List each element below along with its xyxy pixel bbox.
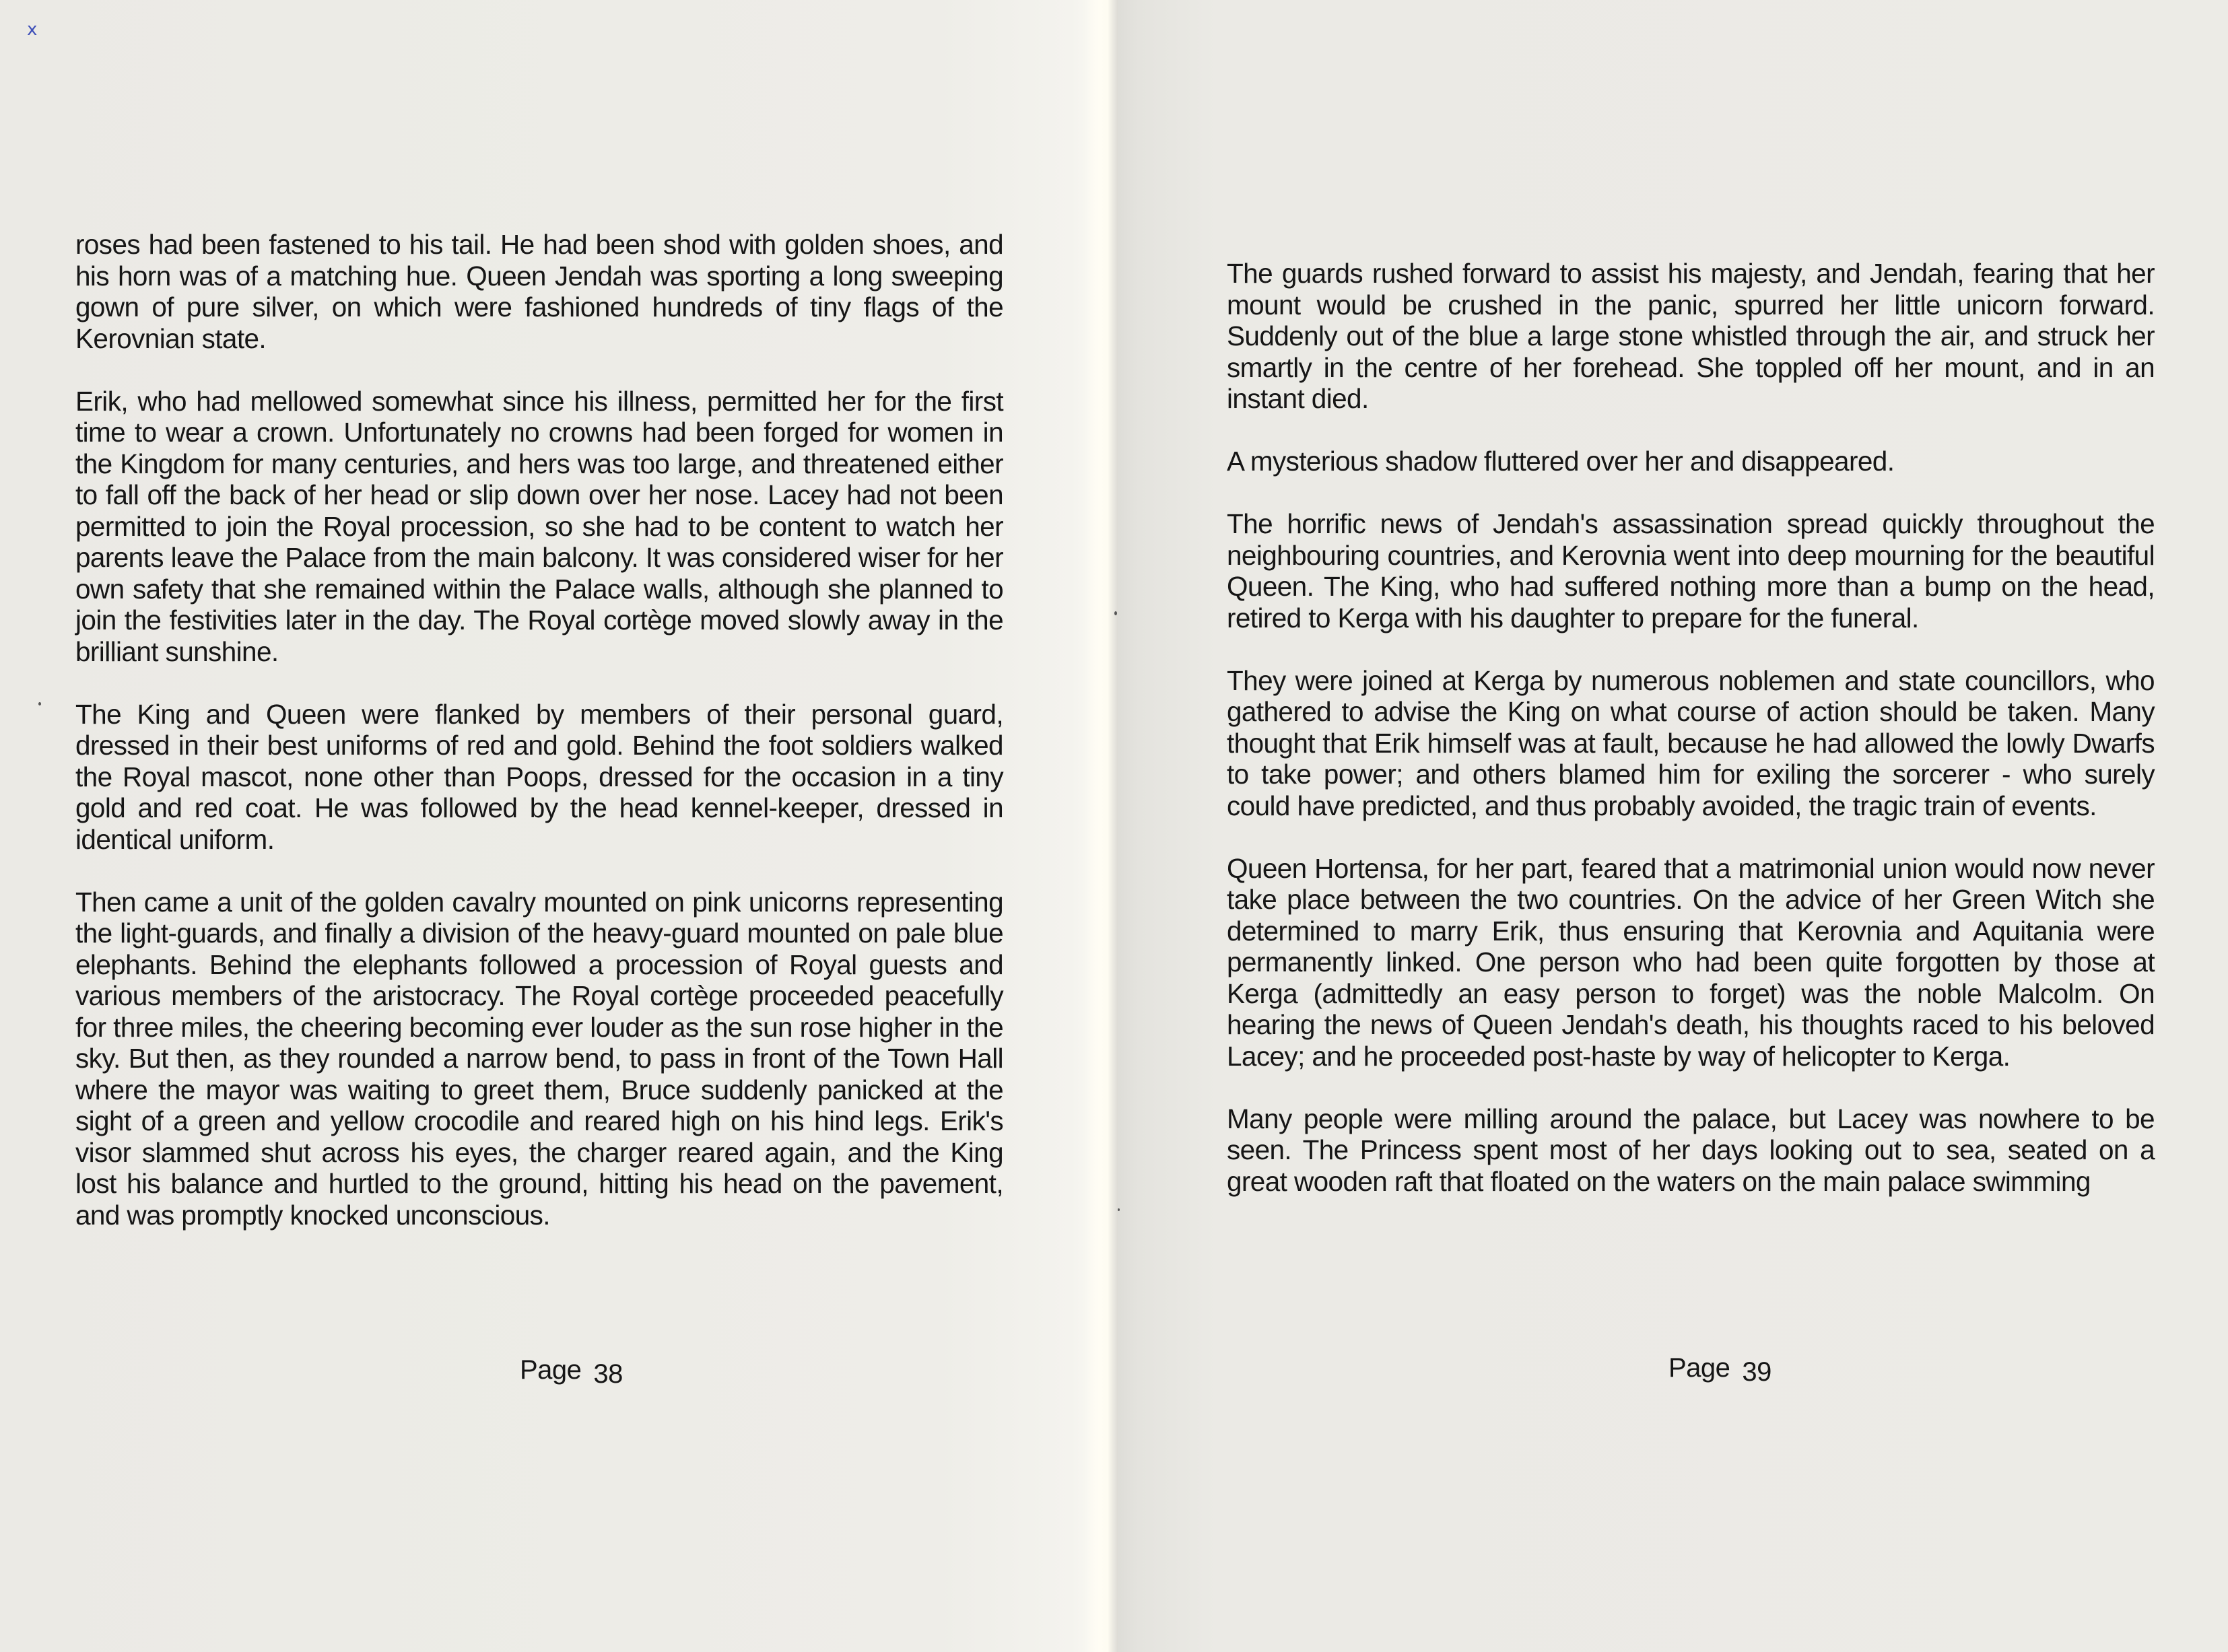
paragraph: A mysterious shadow fluttered over her and disappeared. xyxy=(1227,446,1895,477)
page-number: 39 xyxy=(1742,1357,1771,1387)
paragraph: The horrific news of Jendah's assassination spread quickly throughout the neighbouring countries, and Kerovnia went into deep mourning for the beautiful Queen. The King, who had suffered nothing more than a bump on the head, retired to Kerga with his daughter to prepare for the funeral. xyxy=(1227,508,2155,633)
left-page xyxy=(0,0,1104,1652)
pen-x-mark: x xyxy=(27,20,38,40)
paragraph: The guards rushed forward to assist his majesty, and Jendah, fearing that her mount would be crushed in the panic, spurred her little unicorn forward. Suddenly out of the blue a large stone whistled through the air, and struck her smartly in the centre of her forehead. She toppled off her mount, and in an instant died. xyxy=(1227,258,2155,414)
left-page-body xyxy=(75,229,1003,1231)
paragraph: The King and Queen were flanked by members of their personal guard, dressed in their best uniforms of red and gold. Behind the foot soldiers walked the Royal mascot, none other than Poops, dressed for the occasion in a tiny gold and red coat. He was followed by the head kennel-keeper, dressed in identical uniform. xyxy=(75,698,1003,855)
paragraph: Many people were milling around the palace, but Lacey was nowhere to be seen. The Princess spent most of her days looking out to sea, seated on a great wooden raft that floated on the waters on the main palace swimming xyxy=(1227,1103,2155,1197)
right-page-body xyxy=(1227,258,2155,1197)
page-label: Page xyxy=(520,1355,582,1385)
paragraph: roses had been fastened to his tail. He had been shod with golden shoes, and his horn was of a matching hue. Queen Jendah was sporting a long sweeping gown of pure silver, on which were fashioned hundreds of tiny flags of the Kerovnian state. xyxy=(75,229,1003,354)
page-number: 38 xyxy=(593,1359,623,1389)
paragraph: Erik, who had mellowed somewhat since his illness, permitted her for the first time to wear a crown. Unfortunately no crowns had been forged for women in the Kingdom for many centuries, and hers was too large, and threatened either to fall off the back of her head or slip down over her nose. Lacey had not been permitted to join the Royal procession, so she had to be content to watch her parents leave the Palace from the main balcony. It was considered wiser for her own safety that she remained within the Palace walls, although she planned to join the festivities later in the day. The Royal cortège moved slowly away in the brilliant sunshine. xyxy=(75,385,1003,667)
page-label: Page xyxy=(1668,1353,1730,1383)
paper-speck xyxy=(1118,1208,1120,1211)
right-page xyxy=(1104,0,2228,1652)
paragraph: They were joined at Kerga by numerous noblemen and state councillors, who gathered to advise the King on what course of action should be taken. Many thought that Erik himself was at fault, because he had allowed the lowly Dwarfs to take power; and others blamed him for exiling the sorcerer - who surely could have predicted, and thus probably avoided, the tragic train of events. xyxy=(1227,664,2155,821)
paper-speck xyxy=(1114,611,1117,615)
page-number-left xyxy=(520,1355,623,1389)
paper-speck xyxy=(38,702,41,705)
paragraph: Queen Hortensa, for her part, feared that a matrimonial union would now never take place between the two countries. On the advice of her Green Witch she determined to marry Erik, thus ensuring that Kerovnia and Aquitania were permanently linked. One person who had been quite forgotten by those at Kerga (admittedly an easy person to forget) was the noble Malcolm. On hearing the news of Queen Jendah's death, his thoughts raced to his beloved Lacey; and he proceeded post-haste by way of helicopter to Kerga. xyxy=(1227,852,2155,1072)
paragraph: Then came a unit of the golden cavalry mounted on pink unicorns representing the light-guards, and finally a division of the heavy-guard mounted on pale blue elephants. Behind the elephants followed a procession of Royal guests and various members of the aristocracy. The Royal cortège proceeded peacefully for three miles, the cheering becoming ever louder as the sun rose higher in the sky. But then, as they rounded a narrow bend, to pass in front of the Town Hall where the mayor was waiting to greet them, Bruce suddenly panicked at the sight of a green and yellow crocodile and reared high on his hind legs. Erik's visor slammed shut across his eyes, the charger reared again, and the King lost his balance and hurtled to the ground, hitting his head on the pavement, and was promptly knocked unconscious. xyxy=(75,886,1003,1231)
page-number-right xyxy=(1668,1353,1771,1387)
book-gutter xyxy=(1084,0,1118,1652)
